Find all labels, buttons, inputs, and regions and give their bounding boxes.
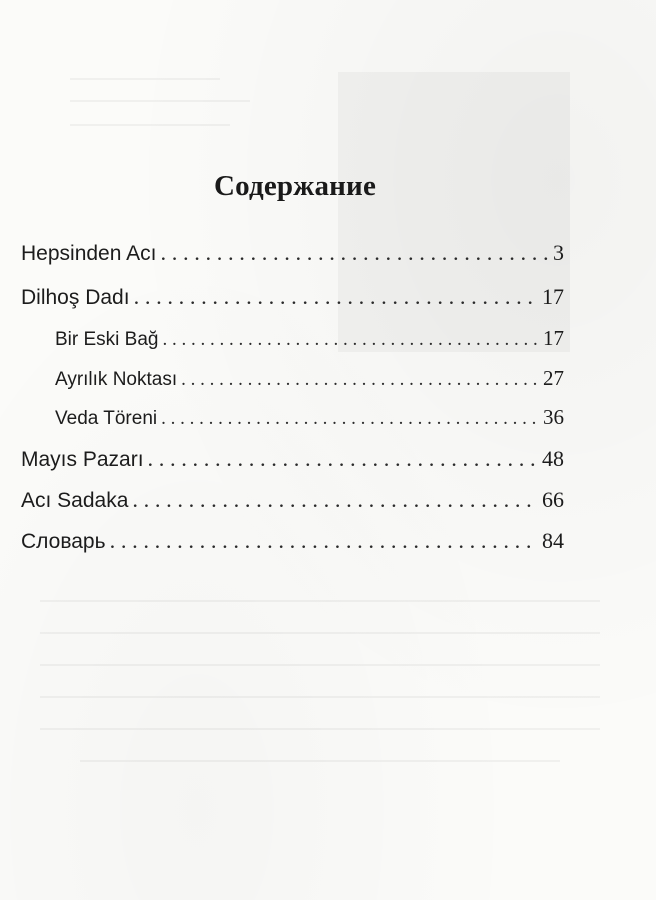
page-title: Содержание xyxy=(213,170,377,202)
toc-entry xyxy=(21,284,564,310)
toc-entry xyxy=(21,240,564,266)
toc-entry-label: Acı Sadaka xyxy=(21,489,129,512)
dot-leader xyxy=(181,369,539,391)
toc-subentry xyxy=(55,326,564,351)
show-through-line xyxy=(70,78,220,80)
toc-entry xyxy=(21,446,564,472)
toc-entry-label: Ayrılık Noktası xyxy=(55,369,178,390)
toc-entry-label: Veda Töreni xyxy=(55,408,158,429)
dot-leader xyxy=(161,408,539,430)
toc-page-number: 36 xyxy=(543,405,564,429)
toc-entry xyxy=(21,528,564,554)
toc-entry-label: Dilhoş Dadı xyxy=(21,286,130,309)
toc-entry-label: Словарь xyxy=(21,530,106,553)
dot-leader xyxy=(110,528,538,554)
toc-page-number: 84 xyxy=(542,528,564,553)
toc-entry xyxy=(21,487,564,513)
toc-page-number: 66 xyxy=(542,487,564,512)
toc-entry-label: Hepsinden Acı xyxy=(21,242,157,265)
toc-entry-label: Mayıs Pazarı xyxy=(21,448,144,471)
toc-page-number: 48 xyxy=(542,446,564,471)
show-through-image xyxy=(338,72,570,352)
toc-subentry xyxy=(55,405,564,430)
show-through-line xyxy=(40,728,600,730)
show-through-line xyxy=(70,100,250,102)
toc-page-number: 17 xyxy=(543,326,564,350)
toc-entry-label: Bir Eski Bağ xyxy=(55,329,159,350)
dot-leader xyxy=(132,487,538,513)
dot-leader xyxy=(160,240,549,266)
show-through-line xyxy=(40,632,600,634)
toc-page-number: 17 xyxy=(542,284,564,309)
toc-page-number: 27 xyxy=(543,366,564,390)
dot-leader xyxy=(134,284,538,310)
show-through-line xyxy=(70,124,230,126)
toc-page-number: 3 xyxy=(553,240,564,265)
toc-subentry xyxy=(55,366,564,391)
show-through-line xyxy=(80,760,560,762)
show-through-line xyxy=(40,600,600,602)
show-through-line xyxy=(40,696,600,698)
dot-leader xyxy=(148,446,538,472)
show-through-line xyxy=(40,664,600,666)
dot-leader xyxy=(162,329,539,351)
